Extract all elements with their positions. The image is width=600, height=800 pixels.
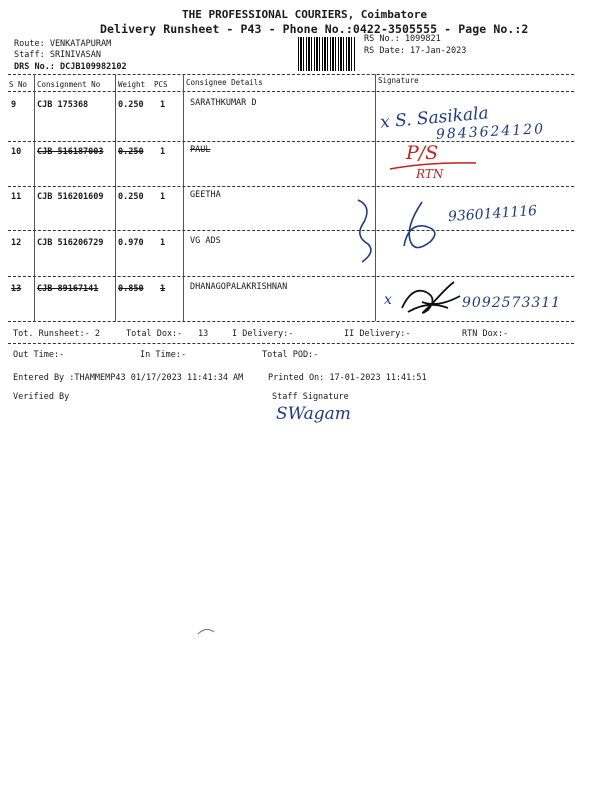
row-consignee: GEETHA xyxy=(190,190,221,200)
row-weight: 0.250 xyxy=(118,100,144,110)
in-time: In Time:- xyxy=(140,350,187,360)
staff-signature-label: Staff Signature xyxy=(272,392,349,402)
printed-on: Printed On: 17-01-2023 11:41:51 xyxy=(268,373,427,383)
red-strike-mark xyxy=(388,160,478,172)
row-pcs: 1 xyxy=(160,284,166,294)
col-sep xyxy=(115,74,116,321)
verified-by: Verified By xyxy=(13,392,70,402)
col-sep xyxy=(183,74,184,321)
ii-delivery: II Delivery:- xyxy=(344,329,411,339)
handwritten-phone: 9092573311 xyxy=(462,295,562,311)
row-consignment: CJB 89167141 xyxy=(37,284,99,294)
row-sno: 11 xyxy=(11,192,22,202)
row-sno: 10 xyxy=(11,147,22,157)
rs-date: RS Date: 17-Jan-2023 xyxy=(364,46,467,56)
drs-number: DRS No.: DCJB109982102 xyxy=(14,62,127,72)
row-sno: 13 xyxy=(11,284,22,294)
stray-mark xyxy=(196,626,216,636)
total-pod: Total POD:- xyxy=(262,350,319,360)
entered-by: Entered By :THAMMEMP43 01/17/2023 11:41:34 AM xyxy=(13,373,244,383)
barcode xyxy=(298,37,356,71)
col-sno: S No xyxy=(9,80,28,89)
divider xyxy=(8,141,574,142)
handwritten-phone: 9360141116 xyxy=(447,202,538,226)
row-pcs: 1 xyxy=(160,238,166,248)
runsheet-title: Delivery Runsheet - P43 - Phone No.:0422-3505555 - Page No.:2 xyxy=(100,22,529,36)
divider xyxy=(8,343,574,344)
row-sno: 12 xyxy=(11,238,22,248)
staff: Staff: SRINIVASAN xyxy=(14,50,101,60)
row-weight: 0.250 xyxy=(118,192,144,202)
total-dox-value: 13 xyxy=(198,329,209,339)
row-sno: 9 xyxy=(11,100,17,110)
divider xyxy=(8,276,574,277)
row-consignment: CJB 516187003 xyxy=(37,147,104,157)
col-weight: Weight xyxy=(118,80,146,89)
i-delivery: I Delivery:- xyxy=(232,329,294,339)
row-pcs: 1 xyxy=(160,192,166,202)
col-consignment: Consignment No xyxy=(37,80,101,89)
handwritten-x: x xyxy=(384,292,392,308)
handwritten-rtn: RTN xyxy=(416,167,444,181)
company-name: THE PROFESSIONAL COURIERS, Coimbatore xyxy=(182,8,428,21)
divider xyxy=(8,74,574,75)
row-consignee: PAUL xyxy=(190,145,211,155)
row-weight: 0.850 xyxy=(118,284,144,294)
row-pcs: 1 xyxy=(160,100,166,110)
row-consignment: CJB 516201609 xyxy=(37,192,104,202)
staff-signature: SWagam xyxy=(276,404,351,424)
total-dox-label: Total Dox:- xyxy=(126,329,183,339)
route: Route: VENKATAPURAM xyxy=(14,39,112,49)
row-consignee: DHANAGOPALAKRISHNAN xyxy=(190,282,288,292)
handwritten-phone: 9843624120 xyxy=(435,121,546,143)
row-consignee: SARATHKUMAR D xyxy=(190,98,257,108)
tot-runsheet: Tot. Runsheet:- 2 xyxy=(13,329,100,339)
handwritten-ps: P/S xyxy=(406,142,439,164)
row-consignment: CJB 175368 xyxy=(37,100,89,110)
divider xyxy=(8,186,574,187)
divider xyxy=(8,321,574,322)
row-weight: 0.970 xyxy=(118,238,144,248)
divider xyxy=(8,91,574,92)
handwritten-name: x S. Sasikala xyxy=(379,103,490,133)
row-consignee: VG ADS xyxy=(190,236,221,246)
rtn-dox: RTN Dox:- xyxy=(462,329,509,339)
row-consignment: CJB 516206729 xyxy=(37,238,104,248)
divider xyxy=(8,230,574,231)
col-pcs: PCS xyxy=(154,80,168,89)
col-consignee: Consignee Details xyxy=(186,78,263,87)
row-pcs: 1 xyxy=(160,147,166,157)
row-weight: 0.250 xyxy=(118,147,144,157)
signature-scribble xyxy=(398,278,464,318)
out-time: Out Time:- xyxy=(13,350,65,360)
col-sep xyxy=(34,74,35,321)
signature-scribble xyxy=(350,196,450,266)
rs-number: RS No.: 1099821 xyxy=(364,34,441,44)
col-signature: Signature xyxy=(378,76,419,85)
